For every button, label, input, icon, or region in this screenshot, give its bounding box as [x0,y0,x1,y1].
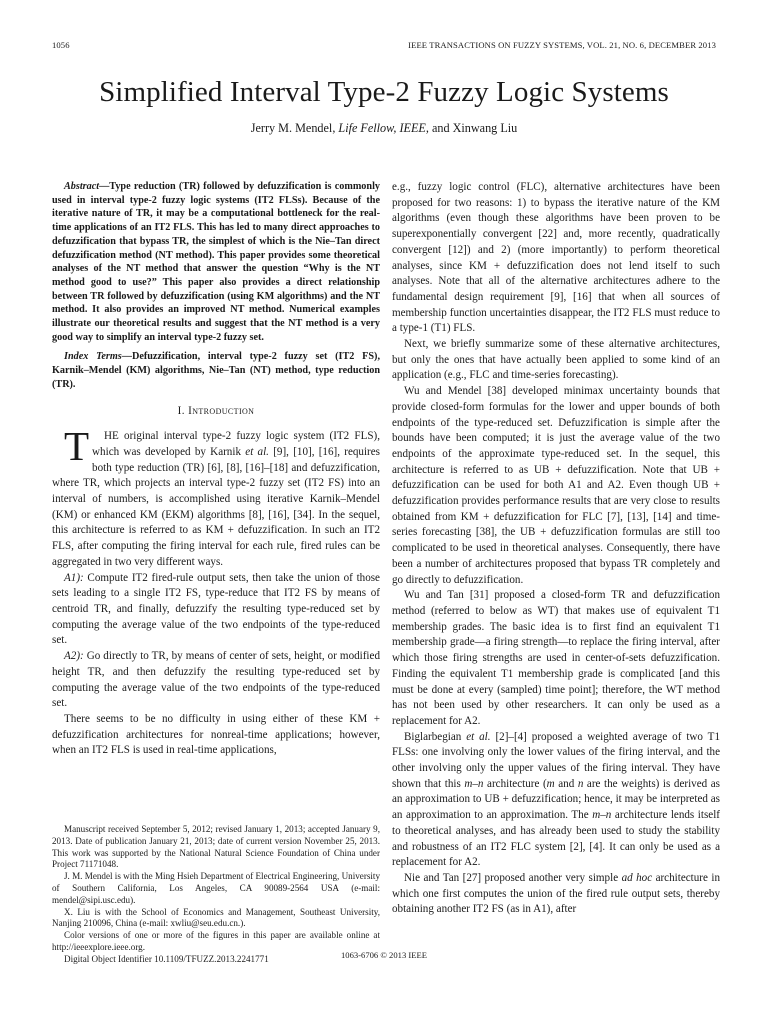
right-p5-a: Biglarbegian [404,730,467,743]
right-p6-b: architecture in which one first computes the union of the fired rule output sets, thereby obtaining another IT2 FS (as in A1), after [392,871,720,916]
right-p5-etal: et al. [466,730,491,743]
item-a2-text: Go directly to TR, by means of center of sets, height, or modified height TR, and then defuzzify the resulting type-reduced set by computing the average value of the two endpoints of the type-reduced set. [52,650,380,710]
author-1: Jerry M. Mendel, [250,121,336,135]
footnote-color: Color versions of one or more of the figures in this paper are available online at http://ieeexplore.ieee.org. [52,930,380,952]
abstract-label: Abstract [64,181,100,192]
footnote-doi: Digital Object Identifier 10.1109/TFUZZ.2013.2241771 [64,953,269,964]
abstract [52,180,380,344]
section-heading-introduction [52,404,380,420]
author-1-title: Life Fellow, IEEE, [338,121,429,135]
right-p5-d: and [554,777,578,790]
item-a2 [52,649,380,712]
journal-name: IEEE TRANSACTIONS ON FUZZY SYSTEMS, VOL. 21, NO. 6, DECEMBER 2013 [408,40,716,50]
right-p5-b: [2]–[4] proposed a weighted average of two T1 FLSs: one involving only the lower values of the firing interval, and the other involving only the upper values of the firing interval. They have shown that this [392,730,720,790]
right-paragraph-3: Wu and Mendel [38] developed minimax uncertainty bounds that provide closed-form formulas for the lower and upper bounds of both endpoints of the type-reduced set. Defuzzification is simple after the bounds have been computed; it is just the average value of the two endpoints of the approximate type-reduced set. In the sequel, this architecture is referred to as UB + defuzzification. Note that UB + defuzzification can be used for both A1 and A2. Even though UB + defuzzification provides performance results that are very close to results obtained from KM + defuzzification for FLC [7], [13], [14] and time-series forecasting [38], the UB + defuzzification formulas are still too complicated to be used in theoretical analyses. Consequently, there have been a number of architectures proposed that bypass TR completely and go directly to defuzzification. [392,385,720,586]
author-2: and Xinwang Liu [431,121,518,135]
section-title: Introduction [188,404,255,417]
item-a1-label: A1): [64,571,84,584]
footnote-manuscript: Manuscript received September 5, 2012; revised January 1, 2013; accepted January 9, 2013. Date of publication January 21, 2013; date of current version November 25, 2013. This work was supported by the National Natural Science Foundation of China under Project 71171048. [52,824,380,870]
intro-paragraph-4: There seems to be no difficulty in using either of these KM + defuzzification architectures for nonreal-time applications; however, when an IT2 FLS is used in real-time applications, [52,712,380,757]
right-p6-adhoc: ad hoc [621,871,653,884]
footnote-mendel: J. M. Mendel is with the Ming Hsieh Department of Electrical Engineering, University of Southern California, Los Angeles, CA 90089-2564 USA (e-mail: mendel@sipi.usc.edu). [52,871,380,905]
author-line [0,121,768,136]
right-paragraph-1: e.g., fuzzy logic control (FLC), alternative architectures have been proposed for two reasons: 1) to bypass the iterative nature of the KM algorithms (even though these algorithms have been proven to be superexponentially convergent [22] and, more recently, quadratically convergent [12]) and 2) (more importantly) to perform theoretical analyses, since KM + defuzzification does not lend itself to such analyses. Note that all of the alternative architectures adhere to the fundamental design requirement [9], [16] that when all sources of membership function uncertainties disappear, the IT2 FLS must reduce to a type-1 (T1) FLS. [392,181,720,335]
right-p5-n: n [477,777,484,790]
right-column [392,180,720,918]
item-a2-label: A2): [64,650,84,663]
item-a1 [52,571,380,650]
item-a1-text: Compute IT2 fired-rule output sets, then take the union of those sets leading to a single IT2 FS, type-reduce that IT2 FS by means of centroid TR, and finally, defuzzify the resulting type-reduced set by computing the average value of the two endpoints of the type-reduced set. [52,571,380,647]
drop-cap: T [64,423,90,470]
right-p5-dash: – [472,777,478,790]
right-p5-m2: m [546,777,555,790]
right-paragraph-6 [392,871,720,918]
index-terms-text: —Defuzzification, interval type-2 fuzzy set (IT2 FS), Karnik–Mendel (KM) algorithms, Nie–Tan (NT) method, type reduction (TR). [52,351,380,390]
left-column [52,180,380,759]
intro-p1-text-a: HE original interval type-2 fuzzy logic system (IT2 FLS), which was developed by Karnik [92,430,380,458]
right-paragraph-5 [392,730,720,871]
page-number: 1056 [52,40,70,50]
index-terms-label: Index Terms [64,351,122,363]
right-paragraph-2: Next, we briefly summarize some of these alternative architectures, but only the ones that have actually been applied to some kind of an application (e.g., FLC and time-series forecasting). [392,338,720,382]
intro-p1-text-b: [9], [10], [16], requires both type reduction (TR) [6], [8], [16]–[18] and defuzzification, where TR, which projects an interval type-2 fuzzy set (IT2 FS) into an interval of numbers, is accomplished using iterative Karnik–Mendel (KM) or enhanced KM (EKM) algorithms [8], [16], [34]. In the sequel, this architecture is referred to as KM + defuzzification. In such an IT2 FLS, after computing the firing interval for each rule, fired rules can be aggregated in two very different ways. [52,445,380,568]
right-p5-mn: m–n [592,809,612,822]
index-terms [52,350,380,391]
abstract-text: —Type reduction (TR) followed by defuzzification is commonly used in interval type-2 fuzzy logic systems (IT2 FLSs). Because of the iterative nature of TR, it may be a computational bottleneck for the real-time applications of an IT2 FLS. This has led to many direct approaches to defuzzification that bypass TR, the simplest of which is the Nie–Tan direct defuzzification method (NT method). This paper provides some theoretical analyses of the NT method that answer the question “Why is the NT method good to use?” This paper also provides a direct relationship between TR followed by defuzzification (using KM algorithms) and the NT method. It also provides an improved NT method. Numerical examples illustrate our theoretical results and suggest that the NT method is a very good way to simplify an interval type-2 fuzzy set. [52,181,380,343]
right-p6-a: Nie and Tan [27] proposed another very simple [404,871,622,884]
right-p5-n2: n [577,777,584,790]
right-paragraph-4: Wu and Tan [31] proposed a closed-form TR and defuzzification method (referred to below as WT) that makes use of equivalent T1 membership grades. The basic idea is to first find an equivalent T1 membership grade—a firing strength—to replace the firing interval, after which those firing strengths are used in center-of-sets defuzzification. Finding the equivalent T1 membership grade is complicated [and this must be done at every (sampled) time point]; therefore, the WT method has not been used by other researchers. It can only be used as a replacement for A2. [392,589,720,727]
intro-paragraph-1 [52,423,380,570]
section-numeral: I. [177,404,185,417]
running-header [52,40,716,54]
intro-p1-etal: et al. [245,445,269,458]
right-p5-m: m [464,777,473,790]
right-p5-e: are the weights) is derived as an approximation to UB + defuzzification; hence, it may be interpreted as an approximation to an approximation. The [392,777,720,822]
footnote-liu: X. Liu is with the School of Economics and Management, Southeast University, Nanjing 210096, China (e-mail: xwliu@seu.edu.cn.). [52,906,380,929]
footnotes [52,824,380,966]
right-p5-f: architecture lends itself to theoretical analyses, and has already been used to study the stability and robustness of an IT2 FLC system [2], [4]. It can only be used as a replacement for A2. [392,809,720,869]
right-p5-c: architecture ( [483,777,547,790]
copyright-footer: 1063-6706 © 2013 IEEE [340,950,427,960]
paper-title: Simplified Interval Type-2 Fuzzy Logic Systems [99,76,669,108]
